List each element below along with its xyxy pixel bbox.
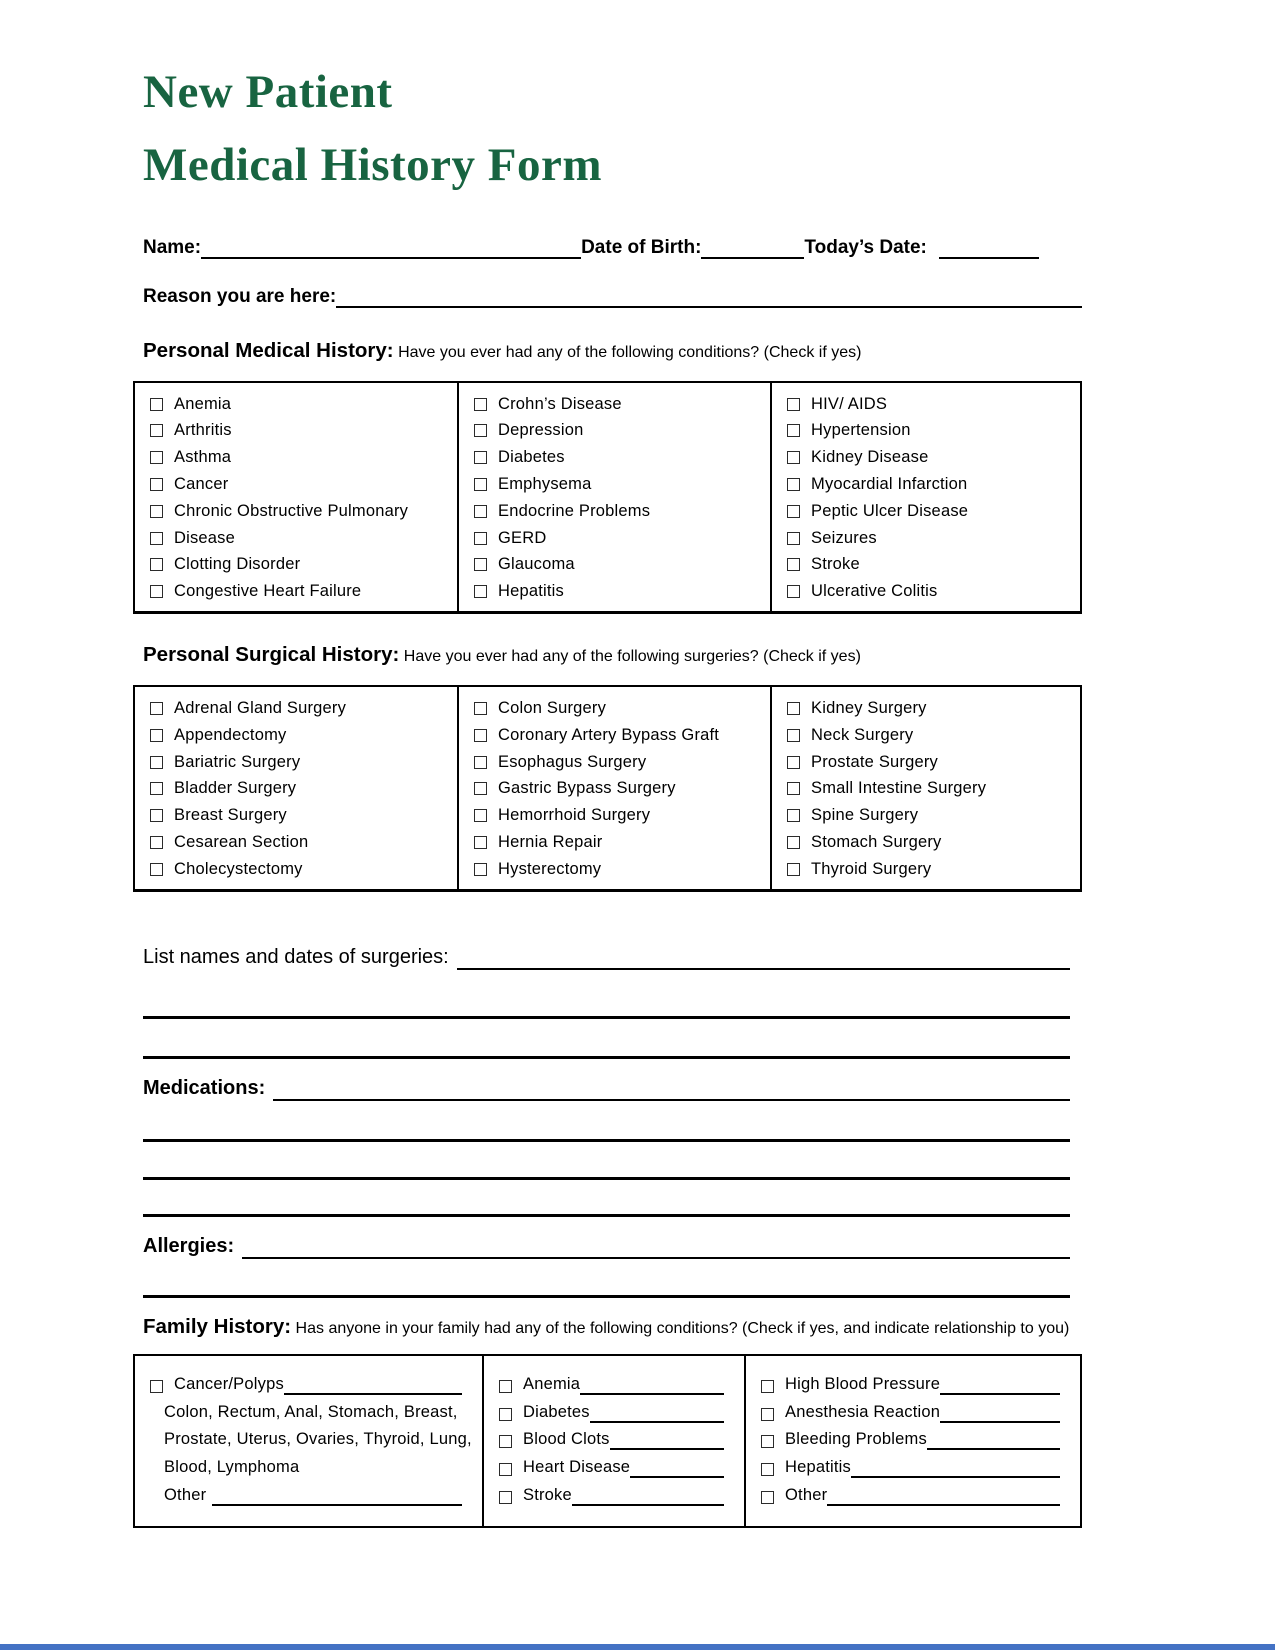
checkbox-label: Spine Surgery <box>811 806 919 825</box>
relationship-line[interactable] <box>610 1429 724 1450</box>
checkbox-label: Clotting Disorder <box>174 555 301 574</box>
checkbox[interactable] <box>150 1380 163 1393</box>
checkbox[interactable] <box>150 451 163 464</box>
form-content <box>133 0 1082 1650</box>
dob-field-line[interactable] <box>701 236 804 259</box>
family-condition-row <box>761 1395 1060 1423</box>
checkbox[interactable] <box>787 398 800 411</box>
checkbox[interactable] <box>474 451 487 464</box>
relationship-line[interactable] <box>940 1374 1060 1395</box>
checkbox-label: Neck Surgery <box>811 725 914 744</box>
checkbox-label: Anemia <box>523 1375 581 1394</box>
relationship-line[interactable] <box>284 1374 462 1395</box>
checkbox-label: Kidney Disease <box>811 448 929 467</box>
checkbox-label: Cancer <box>174 474 229 493</box>
checkbox[interactable] <box>787 478 800 491</box>
surgery-row <box>474 856 764 883</box>
medical-history-table <box>133 381 1082 614</box>
checkbox[interactable] <box>499 1380 512 1393</box>
checkbox-label: Ulcerative Colitis <box>811 582 938 601</box>
cancer-detail-line <box>150 1395 462 1423</box>
other-label: Other <box>164 1485 207 1504</box>
checkbox[interactable] <box>761 1491 774 1504</box>
checkbox-label: Blood Clots <box>523 1430 610 1449</box>
todays-date-label: Today’s Date: <box>804 236 927 258</box>
condition-row <box>474 417 764 444</box>
identity-field-row <box>143 236 1082 259</box>
checkbox[interactable] <box>787 702 800 715</box>
surgical-history-heading: Personal Surgical History: <box>143 643 400 667</box>
checkbox-label: Seizures <box>811 528 877 547</box>
condition-row <box>474 498 764 525</box>
checkbox-label: Stroke <box>523 1485 572 1504</box>
condition-row <box>787 391 1074 418</box>
condition-row <box>150 471 451 498</box>
checkbox-label: Crohn’s Disease <box>498 394 622 413</box>
medications-line-1[interactable] <box>273 1077 1070 1101</box>
checkbox-label: Bariatric Surgery <box>174 752 301 771</box>
condition-row <box>787 417 1074 444</box>
checkbox[interactable] <box>474 532 487 545</box>
checkbox[interactable] <box>150 782 163 795</box>
checkbox[interactable] <box>787 809 800 822</box>
checkbox-label: Disease <box>174 528 236 547</box>
checkbox-label: Bladder Surgery <box>174 779 297 798</box>
condition-row <box>787 525 1074 552</box>
condition-row <box>787 471 1074 498</box>
surgery-row <box>787 695 1074 722</box>
checkbox[interactable] <box>150 836 163 849</box>
condition-row <box>474 551 764 578</box>
checkbox-label: Breast Surgery <box>174 806 287 825</box>
checkbox[interactable] <box>787 505 800 518</box>
checkbox[interactable] <box>761 1463 774 1476</box>
checkbox-label: Hypertension <box>811 421 911 440</box>
checkbox-label: Hernia Repair <box>498 832 603 851</box>
checkbox-label: Small Intestine Surgery <box>811 779 987 798</box>
relationship-line[interactable] <box>827 1485 1060 1506</box>
allergies-row <box>143 1233 1070 1259</box>
medications-label: Medications: <box>143 1076 266 1099</box>
surgery-row <box>787 856 1074 883</box>
family-history-subheading: Has anyone in your family had any of the following conditions? (Check if yes, and indicate relationship to you) <box>291 1319 1070 1337</box>
checkbox-label: Appendectomy <box>174 725 287 744</box>
checkbox[interactable] <box>474 729 487 742</box>
checkbox-label: Diabetes <box>523 1402 590 1421</box>
medications-line-3[interactable] <box>143 1177 1070 1180</box>
family-condition-row <box>150 1368 462 1396</box>
surgery-row <box>150 749 451 776</box>
checkbox[interactable] <box>787 532 800 545</box>
surgery-row <box>787 829 1074 856</box>
checkbox-label: Stroke <box>811 555 860 574</box>
other-line[interactable] <box>212 1485 462 1506</box>
condition-row <box>787 578 1074 605</box>
surgery-row <box>787 749 1074 776</box>
checkbox[interactable] <box>761 1435 774 1448</box>
form-title <box>143 56 1082 202</box>
medical-history-column-3 <box>770 383 1080 611</box>
family-history-heading-row <box>143 1314 1082 1342</box>
surgery-row <box>150 802 451 829</box>
reason-label: Reason you are here: <box>143 285 337 307</box>
family-history-column-3 <box>744 1356 1080 1526</box>
relationship-line[interactable] <box>580 1374 724 1395</box>
name-field-line[interactable] <box>201 236 581 259</box>
checkbox[interactable] <box>474 702 487 715</box>
checkbox-label: Coronary Artery Bypass Graft <box>498 725 720 744</box>
relationship-line[interactable] <box>572 1485 724 1506</box>
checkbox[interactable] <box>499 1408 512 1421</box>
checkbox-label: Hepatitis <box>498 582 564 601</box>
condition-row <box>150 498 451 525</box>
condition-row <box>474 391 764 418</box>
checkbox-label: Stomach Surgery <box>811 832 942 851</box>
checkbox-label: Peptic Ulcer Disease <box>811 501 969 520</box>
medications-line-2[interactable] <box>143 1139 1070 1142</box>
checkbox[interactable] <box>499 1463 512 1476</box>
checkbox-label: Esophagus Surgery <box>498 752 647 771</box>
checkbox-label: Cholecystectomy <box>174 859 303 878</box>
relationship-line[interactable] <box>927 1429 1060 1450</box>
checkbox-label: Gastric Bypass Surgery <box>498 779 676 798</box>
checkbox[interactable] <box>150 532 163 545</box>
checkbox-label: Anemia <box>174 394 232 413</box>
condition-row <box>150 551 451 578</box>
relationship-line[interactable] <box>851 1457 1060 1478</box>
medications-row <box>143 1075 1070 1101</box>
checkbox-label: Cancer/Polyps <box>174 1375 284 1394</box>
checkbox[interactable] <box>787 424 800 437</box>
condition-row <box>474 444 764 471</box>
checkbox[interactable] <box>474 424 487 437</box>
checkbox[interactable] <box>150 478 163 491</box>
cancer-detail-line <box>150 1450 462 1478</box>
checkbox-label: Heart Disease <box>523 1458 631 1477</box>
reason-field-line[interactable] <box>336 285 1082 308</box>
surgery-list-line-1[interactable] <box>457 946 1070 970</box>
checkbox-label: Endocrine Problems <box>498 501 651 520</box>
condition-row <box>150 391 451 418</box>
checkbox-label: Cesarean Section <box>174 832 309 851</box>
checkbox[interactable] <box>150 702 163 715</box>
checkbox-label: Hysterectomy <box>498 859 602 878</box>
checkbox[interactable] <box>474 505 487 518</box>
checkbox[interactable] <box>150 398 163 411</box>
surgery-row <box>474 829 764 856</box>
checkbox[interactable] <box>787 558 800 571</box>
form-title-line2: Medical History Form <box>143 138 602 191</box>
surgery-row <box>474 775 764 802</box>
form-title-line1: New Patient <box>143 66 393 118</box>
checkbox-label: Arthritis <box>174 421 232 440</box>
checkbox[interactable] <box>474 782 487 795</box>
detail-text: Blood, Lymphoma <box>164 1458 300 1477</box>
family-condition-row <box>761 1450 1060 1478</box>
relationship-line[interactable] <box>590 1402 724 1423</box>
family-condition-row <box>761 1478 1060 1506</box>
checkbox-label: HIV/ AIDS <box>811 394 888 413</box>
surgery-list-line-2[interactable] <box>143 1016 1070 1019</box>
condition-row <box>787 498 1074 525</box>
allergies-line-2[interactable] <box>143 1295 1070 1298</box>
family-condition-row <box>499 1423 724 1451</box>
surgery-row <box>787 722 1074 749</box>
checkbox[interactable] <box>150 424 163 437</box>
checkbox[interactable] <box>761 1380 774 1393</box>
checkbox[interactable] <box>474 756 487 769</box>
checkbox[interactable] <box>150 558 163 571</box>
checkbox-label: Kidney Surgery <box>811 698 927 717</box>
surgery-row <box>150 829 451 856</box>
condition-row <box>787 444 1074 471</box>
condition-row <box>474 525 764 552</box>
family-condition-row <box>499 1368 724 1396</box>
surgery-list-label: List names and dates of surgeries: <box>143 945 449 968</box>
checkbox-label: High Blood Pressure <box>785 1375 941 1394</box>
checkbox-label: Prostate Surgery <box>811 752 939 771</box>
medical-history-heading: Personal Medical History: <box>143 338 394 362</box>
checkbox[interactable] <box>787 585 800 598</box>
checkbox-label: Other <box>785 1485 828 1504</box>
medical-history-heading-row <box>143 338 1082 366</box>
surgery-row <box>474 802 764 829</box>
checkbox[interactable] <box>474 863 487 876</box>
checkbox-label: Depression <box>498 421 584 440</box>
checkbox-label: GERD <box>498 528 547 547</box>
family-condition-row <box>761 1368 1060 1396</box>
checkbox-label: Chronic Obstructive Pulmonary <box>174 501 409 520</box>
checkbox-label: Asthma <box>174 448 232 467</box>
checkbox[interactable] <box>787 782 800 795</box>
surgical-history-column-3 <box>770 687 1080 889</box>
surgical-history-column-1 <box>135 687 457 889</box>
surgery-row <box>787 775 1074 802</box>
checkbox[interactable] <box>150 505 163 518</box>
relationship-line[interactable] <box>630 1457 724 1478</box>
checkbox-label: Anesthesia Reaction <box>785 1402 941 1421</box>
medical-history-column-2 <box>457 383 770 611</box>
condition-row <box>150 578 451 605</box>
footer-accent-bar <box>0 1644 1275 1650</box>
checkbox[interactable] <box>787 836 800 849</box>
todays-date-field-line[interactable] <box>939 236 1039 259</box>
checkbox[interactable] <box>474 836 487 849</box>
surgery-list-line-3[interactable] <box>143 1056 1070 1059</box>
surgery-list-row <box>143 944 1070 970</box>
surgery-row <box>150 856 451 883</box>
family-condition-row <box>499 1395 724 1423</box>
checkbox[interactable] <box>474 558 487 571</box>
surgery-row <box>150 695 451 722</box>
surgery-row <box>150 775 451 802</box>
checkbox-label: Hepatitis <box>785 1458 851 1477</box>
relationship-line[interactable] <box>940 1402 1060 1423</box>
surgical-history-table <box>133 685 1082 892</box>
medical-history-subheading: Have you ever had any of the following conditions? (Check if yes) <box>393 343 862 361</box>
family-history-column-1 <box>135 1356 482 1526</box>
reason-field-row <box>143 285 1082 308</box>
surgical-history-subheading: Have you ever had any of the following surgeries? (Check if yes) <box>399 648 861 666</box>
checkbox[interactable] <box>787 756 800 769</box>
checkbox-label: Bleeding Problems <box>785 1430 927 1449</box>
family-condition-row <box>499 1450 724 1478</box>
checkbox-label: Congestive Heart Failure <box>174 582 362 601</box>
family-history-heading: Family History: <box>143 1314 292 1338</box>
checkbox[interactable] <box>787 451 800 464</box>
surgery-row <box>787 802 1074 829</box>
checkbox[interactable] <box>150 863 163 876</box>
family-history-table <box>133 1354 1082 1528</box>
medical-history-column-1 <box>135 383 457 611</box>
checkbox-label: Diabetes <box>498 448 565 467</box>
checkbox[interactable] <box>474 809 487 822</box>
condition-row <box>474 471 764 498</box>
surgery-row <box>474 695 764 722</box>
checkbox[interactable] <box>150 585 163 598</box>
condition-row <box>150 444 451 471</box>
checkbox-label: Emphysema <box>498 474 592 493</box>
surgery-row <box>474 722 764 749</box>
allergies-label: Allergies: <box>143 1234 235 1257</box>
surgery-row <box>474 749 764 776</box>
checkbox-label: Hemorrhoid Surgery <box>498 806 651 825</box>
checkbox[interactable] <box>761 1408 774 1421</box>
checkbox-label: Adrenal Gland Surgery <box>174 698 347 717</box>
checkbox-label: Glaucoma <box>498 555 575 574</box>
checkbox[interactable] <box>499 1491 512 1504</box>
dob-label: Date of Birth: <box>581 236 702 258</box>
condition-row <box>150 525 451 552</box>
checkbox[interactable] <box>474 478 487 491</box>
condition-row <box>474 578 764 605</box>
family-history-column-2 <box>482 1356 744 1526</box>
checkbox[interactable] <box>150 756 163 769</box>
checkbox-label: Colon Surgery <box>498 698 607 717</box>
checkbox[interactable] <box>499 1435 512 1448</box>
condition-row <box>787 551 1074 578</box>
cancer-detail-line <box>150 1423 472 1451</box>
surgical-history-heading-row <box>143 642 1082 670</box>
family-condition-row <box>499 1478 724 1506</box>
checkbox[interactable] <box>787 863 800 876</box>
name-label: Name: <box>143 236 202 258</box>
checkbox-label: Myocardial Infarction <box>811 474 968 493</box>
family-condition-row <box>761 1423 1060 1451</box>
family-other-row <box>150 1478 462 1506</box>
surgical-history-column-2 <box>457 687 770 889</box>
checkbox[interactable] <box>150 809 163 822</box>
detail-text: Prostate, Uterus, Ovaries, Thyroid, Lung, <box>164 1430 472 1449</box>
condition-row <box>150 417 451 444</box>
checkbox[interactable] <box>787 729 800 742</box>
checkbox-label: Thyroid Surgery <box>811 859 932 878</box>
checkbox[interactable] <box>474 585 487 598</box>
medications-line-4[interactable] <box>143 1214 1070 1217</box>
allergies-line-1[interactable] <box>242 1235 1070 1259</box>
detail-text: Colon, Rectum, Anal, Stomach, Breast, <box>164 1402 458 1421</box>
checkbox[interactable] <box>474 398 487 411</box>
checkbox[interactable] <box>150 729 163 742</box>
surgery-row <box>150 722 451 749</box>
